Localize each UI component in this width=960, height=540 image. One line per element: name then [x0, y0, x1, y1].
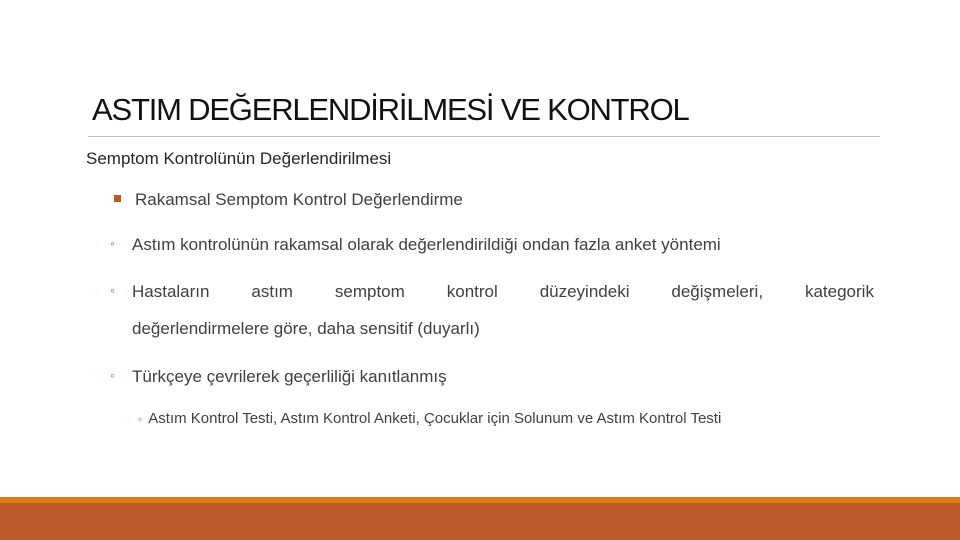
list-item: [110, 235, 721, 255]
section-heading: Semptom Kontrolünün Değerlendirilmesi: [86, 149, 392, 168]
slide-title: ASTIM DEĞERLENDİRİLMESİ VE KONTROL: [92, 92, 689, 127]
ring-bullet-icon: ◦: [138, 412, 143, 426]
word: değişmeleri,: [671, 282, 764, 301]
footer-band: [0, 503, 960, 540]
list-item: [110, 282, 874, 339]
word: semptom: [334, 282, 405, 301]
title-divider: [88, 136, 880, 137]
word: kontrol: [446, 282, 498, 301]
square-bullet-icon: [114, 195, 121, 202]
sub-list-item: [138, 410, 721, 427]
level1-list-item: [114, 190, 463, 210]
ring-bullet-icon: ◦: [110, 367, 115, 383]
word: kategorik: [804, 282, 874, 301]
list-item: [110, 367, 447, 387]
justified-line: [132, 282, 874, 302]
sub-list-item-text: Astım Kontrol Testi, Astım Kontrol Anketi, Çocuklar için Solunum ve Astım Kontrol Testi: [148, 410, 722, 427]
word: astım: [251, 282, 293, 301]
word: düzeyindeki: [539, 282, 630, 301]
list-item-text-continuation: değerlendirmelere göre, daha sensitif (duyarlı): [132, 319, 480, 338]
ring-bullet-icon: ◦: [110, 282, 115, 298]
list-item-text: Astım kontrolünün rakamsal olarak değerlendirildiği ondan fazla anket yöntemi: [132, 235, 721, 254]
level1-item-text: Rakamsal Semptom Kontrol Değerlendirme: [135, 190, 463, 209]
word: Hastaların: [132, 282, 210, 301]
ring-bullet-icon: ◦: [110, 235, 115, 251]
list-item-text: Türkçeye çevrilerek geçerliliği kanıtlanmış: [132, 367, 447, 386]
